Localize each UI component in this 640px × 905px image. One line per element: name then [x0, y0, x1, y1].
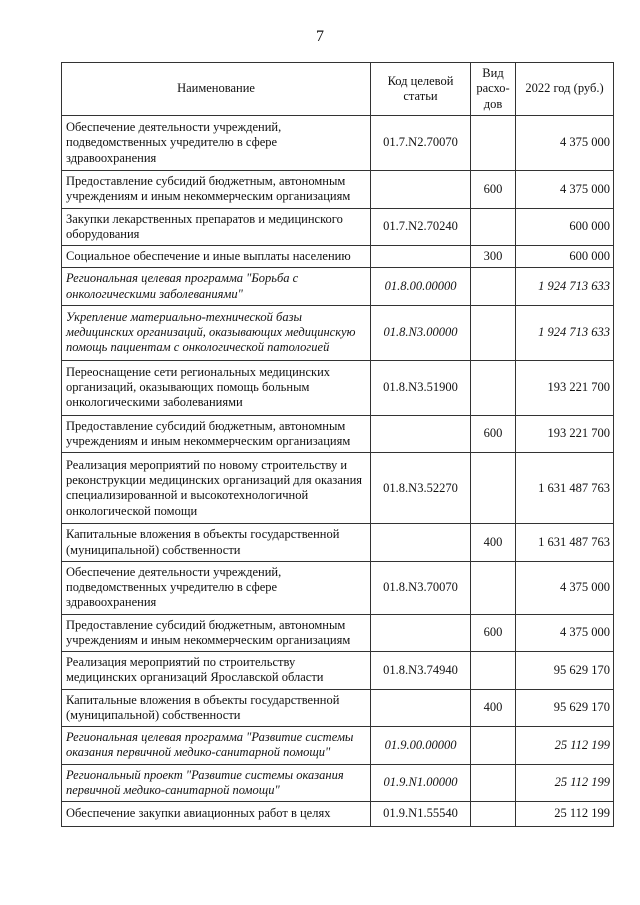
row-name: Предоставление субсидий бюджетным, автономным учреждениям и иным некоммерческим организациям	[62, 614, 371, 652]
row-amount: 1 631 487 763	[516, 524, 614, 562]
table-row	[62, 171, 614, 209]
row-name: Обеспечение деятельности учреждений, подведомственных учредителю в сфере здравоохранения	[62, 561, 371, 614]
row-amount: 25 112 199	[516, 764, 614, 802]
row-type: 600	[471, 614, 516, 652]
row-type: 600	[471, 171, 516, 209]
header-name: Наименование	[62, 63, 371, 116]
row-name: Региональная целевая программа "Развитие системы оказания первичной медико-санитарной помощи"	[62, 727, 371, 765]
row-type	[471, 453, 516, 524]
row-type	[471, 360, 516, 415]
header-amount: 2022 год (руб.)	[516, 63, 614, 116]
table-header-row	[62, 63, 614, 116]
row-code: 01.8.N3.00000	[371, 305, 471, 360]
row-code	[371, 171, 471, 209]
row-name: Обеспечение деятельности учреждений, подведомственных учредителю в сфере здравоохранения	[62, 116, 371, 171]
row-code: 01.9.N1.00000	[371, 764, 471, 802]
row-amount: 1 924 713 633	[516, 305, 614, 360]
row-type: 600	[471, 415, 516, 453]
row-code	[371, 689, 471, 727]
row-code: 01.8.00.00000	[371, 268, 471, 306]
row-type: 400	[471, 524, 516, 562]
table-row	[62, 453, 614, 524]
row-type	[471, 305, 516, 360]
row-name: Реализация мероприятий по новому строительству и реконструкции медицинских организаций для оказания специализированной и высокотехнологичной онкологической помощи	[62, 453, 371, 524]
row-code	[371, 524, 471, 562]
row-name: Региональный проект "Развитие системы оказания первичной медико-санитарной помощи"	[62, 764, 371, 802]
row-type	[471, 764, 516, 802]
row-name: Предоставление субсидий бюджетным, автономным учреждениям и иным некоммерческим организациям	[62, 171, 371, 209]
row-name: Закупки лекарственных препаратов и медицинского оборудования	[62, 208, 371, 246]
row-type	[471, 727, 516, 765]
row-amount: 4 375 000	[516, 171, 614, 209]
table-row	[62, 524, 614, 562]
row-type	[471, 561, 516, 614]
header-type: Вид расхо-дов	[471, 63, 516, 116]
row-amount: 1 631 487 763	[516, 453, 614, 524]
page-number: 7	[316, 28, 324, 45]
row-name: Укрепление материально-технической базы медицинских организаций, оказывающих медицинскую помощь пациентам с онкологической патологией	[62, 305, 371, 360]
row-amount: 193 221 700	[516, 360, 614, 415]
row-type	[471, 208, 516, 246]
table-row	[62, 802, 614, 827]
row-amount: 25 112 199	[516, 802, 614, 827]
row-amount: 4 375 000	[516, 561, 614, 614]
table-row	[62, 561, 614, 614]
row-code	[371, 415, 471, 453]
row-code	[371, 246, 471, 268]
table-row	[62, 415, 614, 453]
row-code: 01.7.N2.70240	[371, 208, 471, 246]
row-amount: 4 375 000	[516, 116, 614, 171]
row-name: Социальное обеспечение и иные выплаты населению	[62, 246, 371, 268]
row-code	[371, 614, 471, 652]
table-row	[62, 246, 614, 268]
row-amount: 95 629 170	[516, 689, 614, 727]
table-body	[62, 116, 614, 827]
table-row	[62, 268, 614, 306]
row-amount: 25 112 199	[516, 727, 614, 765]
row-code: 01.7.N2.70070	[371, 116, 471, 171]
table-row	[62, 652, 614, 690]
row-amount: 95 629 170	[516, 652, 614, 690]
row-name: Капитальные вложения в объекты государственной (муниципальной) собственности	[62, 689, 371, 727]
row-type: 300	[471, 246, 516, 268]
row-amount: 600 000	[516, 208, 614, 246]
row-name: Предоставление субсидий бюджетным, автономным учреждениям и иным некоммерческим организациям	[62, 415, 371, 453]
table-row	[62, 360, 614, 415]
row-name: Реализация мероприятий по строительству медицинских организаций Ярославской области	[62, 652, 371, 690]
row-type	[471, 802, 516, 827]
row-amount: 600 000	[516, 246, 614, 268]
row-type: 400	[471, 689, 516, 727]
row-code: 01.8.N3.70070	[371, 561, 471, 614]
table-row	[62, 208, 614, 246]
row-type	[471, 652, 516, 690]
row-code: 01.8.N3.51900	[371, 360, 471, 415]
table-row	[62, 689, 614, 727]
row-type	[471, 268, 516, 306]
header-code: Код целевой статьи	[371, 63, 471, 116]
row-amount: 1 924 713 633	[516, 268, 614, 306]
row-name: Обеспечение закупки авиационных работ в целях	[62, 802, 371, 827]
table-row	[62, 764, 614, 802]
row-amount: 4 375 000	[516, 614, 614, 652]
row-code: 01.9.N1.55540	[371, 802, 471, 827]
row-amount: 193 221 700	[516, 415, 614, 453]
budget-table	[61, 62, 614, 827]
row-code: 01.8.N3.52270	[371, 453, 471, 524]
row-code: 01.8.N3.74940	[371, 652, 471, 690]
row-name: Региональная целевая программа "Борьба с онкологическими заболеваниями"	[62, 268, 371, 306]
row-code: 01.9.00.00000	[371, 727, 471, 765]
table-row	[62, 116, 614, 171]
row-name: Переоснащение сети региональных медицинских организаций, оказывающих помощь больным онкологическими заболеваниями	[62, 360, 371, 415]
table-row	[62, 305, 614, 360]
table-row	[62, 727, 614, 765]
row-name: Капитальные вложения в объекты государственной (муниципальной) собственности	[62, 524, 371, 562]
table-row	[62, 614, 614, 652]
row-type	[471, 116, 516, 171]
